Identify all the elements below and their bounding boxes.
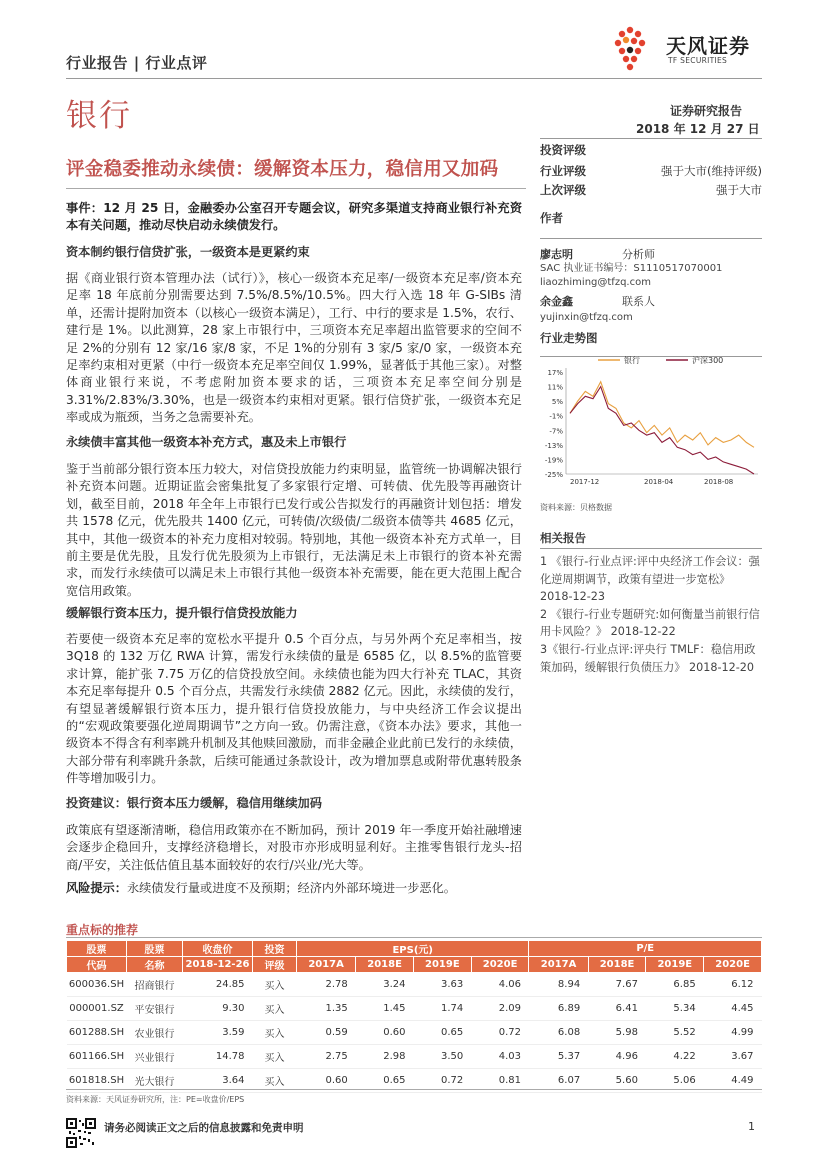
paragraph-2: 鉴于当前部分银行资本压力较大，对信贷投放能力约束明显，监管统一协调解决银行补充资本问题。近期证监会密集批复了多家银行定增、可转债、优先股等再融资计划，截至目前，2018 年全年上市银行已发行或公告拟发行的再融资计划包括：增发共 1578 亿元，优先股共 1400 亿元，可转债/次级债/二级资本债等共 4685 亿元，其中，其他一级资本的补充力度相对较弱。特别地，其他一级资本补充方式单一，目前主要是优先股，且发行优先股须为上市银行，无法满足未上市银行的资本补充需求，而发行永续债可以满足未上市银行其他一级资本补充需要，能在更大范围上配合宽信用政策。: [66, 462, 522, 598]
table-cell: 601288.SH: [67, 1021, 127, 1045]
rating-value: 强于大市(维持评级): [661, 163, 762, 178]
x-tick-label: 2017-12: [570, 478, 600, 486]
table-cell: 4.99: [704, 1021, 762, 1045]
section-heading-2: 永续债丰富其他一级资本补充方式，惠及未上市银行: [66, 435, 347, 449]
author-1-role: 分析师: [622, 248, 655, 261]
section-heading-1: 资本制约银行信贷扩张，一级资本是更紧约束: [66, 245, 310, 259]
table-cell: 买入: [253, 997, 297, 1021]
table-cell: 6.89: [529, 997, 588, 1021]
author-1-name: 廖志明: [540, 248, 573, 261]
th2: 2018E: [588, 957, 646, 973]
table-cell: 买入: [253, 1021, 297, 1045]
th2: 2019E: [646, 957, 704, 973]
x-tick-label: 2018-04: [644, 478, 674, 486]
table-cell: 1.45: [356, 997, 414, 1021]
paragraph-3: 若要使一级资本充足率的宽松水平提升 0.5 个百分点，与另外两个充足率相当，按 3Q18 的 132 万亿 RWA 计算，需发行永续债的量是 6585 亿，以 8.5%的监管要求计算，能扩张 7.75 万亿的信贷投放空间。永续债也能为四大行补充 TLAC，其资本充足率每提升 0.5 个百分点，共需发行永续债 2882 亿元。因此，永续债的发行，有望显著缓解银行资本压力，提升银行信贷投放能力，与中央经济工作会议提出的“宏观政策要强化逆周期调节”之方向一致。仍需注意，《资本办法》要求，其他一级资本不得含有利率跳升机制及其他赎回激励，而非金融企业此前已发行的永续债，大部分带有利率跳升条款，后续可能通过条款设计，改为增加票息或附带优惠转股条件等增加吸引力。: [66, 632, 522, 786]
legend-label-0: 银行: [624, 356, 640, 365]
th2: 2020E: [471, 957, 529, 973]
rating-row: [540, 161, 762, 180]
table-cell: 600036.SH: [67, 973, 127, 997]
risk-paragraph: [66, 880, 522, 897]
table-cell: 8.94: [529, 973, 588, 997]
table-cell: 农业银行: [127, 1021, 183, 1045]
table-cell: 0.65: [413, 1021, 471, 1045]
table-cell: 4.06: [471, 973, 529, 997]
recommendation-table: [66, 940, 762, 1093]
th2: 评级: [253, 957, 297, 973]
table-cell: 买入: [253, 1069, 297, 1093]
table-cell: 2.78: [297, 973, 356, 997]
table-cell: 6.41: [588, 997, 646, 1021]
table-cell: 3.59: [183, 1021, 253, 1045]
rating-section-title: 投资评级: [540, 143, 586, 157]
th2: 代码: [67, 957, 127, 973]
page-number: 1: [748, 1120, 755, 1133]
author-1-email[interactable]: liaozhiming@tfzq.com: [540, 277, 651, 288]
table-cell: 买入: [253, 1045, 297, 1069]
trend-section-title: 行业走势图: [540, 331, 598, 345]
th2: 2017A: [529, 957, 588, 973]
rating-row: [540, 180, 762, 199]
table-cell: 0.81: [471, 1069, 529, 1093]
author-2-name: 余金鑫: [540, 295, 573, 308]
risk-label: 风险提示：: [66, 881, 127, 895]
series-line-1: [570, 387, 754, 474]
table-cell: 3.64: [183, 1069, 253, 1093]
table-cell: 3.50: [413, 1045, 471, 1069]
rating-value: 强于大市: [716, 182, 762, 197]
table-cell: 兴业银行: [127, 1045, 183, 1069]
table-cell: 5.60: [588, 1069, 646, 1093]
y-tick-label: 5%: [551, 398, 563, 407]
th2: 2018E: [356, 957, 414, 973]
header-rule: [66, 78, 762, 79]
section-heading-3: 缓解银行资本压力，提升银行信贷投放能力: [66, 606, 298, 620]
table-header-row-1: [67, 941, 762, 957]
table-cell: 5.06: [646, 1069, 704, 1093]
legend-label-1: 沪深300: [692, 356, 724, 365]
y-tick-label: -13%: [544, 441, 563, 450]
table-row: [67, 973, 762, 997]
table-cell: 光大银行: [127, 1069, 183, 1093]
table-cell: 601818.SH: [67, 1069, 127, 1093]
author-2: [540, 295, 762, 309]
industry-name: 银行: [66, 98, 132, 134]
table-top-rule: [66, 937, 762, 938]
table-cell: 平安银行: [127, 997, 183, 1021]
table-cell: 3.67: [704, 1045, 762, 1069]
event-label: 事件：: [66, 201, 104, 215]
th2: 2018-12-26: [183, 957, 253, 973]
table-row: [67, 1021, 762, 1045]
report-date: 2018 年 12 月 27 日: [636, 122, 760, 136]
qr-code-icon: [66, 1118, 96, 1148]
table-cell: 6.85: [646, 973, 704, 997]
th2: 2020E: [704, 957, 762, 973]
table-cell: 601166.SH: [67, 1045, 127, 1069]
table-cell: 买入: [253, 973, 297, 997]
table-cell: 2.75: [297, 1045, 356, 1069]
section-heading-4: 投资建议：银行资本压力缓解，稳信用继续加码: [66, 796, 322, 810]
table-cell: 0.65: [356, 1069, 414, 1093]
x-tick-label: 2018-08: [704, 478, 734, 486]
authors-section: [540, 210, 762, 325]
related-report-3[interactable]: 3《银行-行业点评:评央行 TMLF：稳信用政策加码，缓解银行负债压力》 2018-12-20: [540, 642, 756, 674]
table-cell: 24.85: [183, 973, 253, 997]
event-paragraph: [66, 200, 522, 235]
disclaimer-text: 请务必阅读正文之后的信息披露和免责申明: [104, 1122, 304, 1134]
logo-text-cn: 天风证券: [666, 34, 750, 58]
table-cell: 2.09: [471, 997, 529, 1021]
related-report-2[interactable]: 2 《银行-行业专题研究:如何衡量当前银行信用卡风险？》 2018-12-22: [540, 607, 760, 639]
related-report-1[interactable]: 1 《银行-行业点评:评中央经济工作会议：强化逆周期调节，政策有望进一步宽松》 2018-12-23: [540, 555, 760, 604]
table-cell: 0.60: [356, 1021, 414, 1045]
y-tick-label: 11%: [547, 383, 563, 392]
event-text: 12 月 25 日，金融委办公室召开专题会议，研究多渠道支持商业银行补充资本有关问题，推动尽快启动永续债发行。: [66, 201, 523, 233]
table-cell: 4.45: [704, 997, 762, 1021]
y-tick-label: -19%: [544, 456, 563, 465]
table-cell: 0.72: [471, 1021, 529, 1045]
table-row: [67, 997, 762, 1021]
authors-section-title: 作者: [540, 211, 563, 225]
y-tick-label: -1%: [549, 412, 563, 421]
document-type: 行业报告 | 行业点评: [66, 54, 208, 72]
table-cell: 5.37: [529, 1045, 588, 1069]
table-cell: 1.74: [413, 997, 471, 1021]
th2: 名称: [127, 957, 183, 973]
table-cell: 4.96: [588, 1045, 646, 1069]
rating-section: [540, 138, 762, 199]
table-cell: 5.98: [588, 1021, 646, 1045]
table-cell: 7.67: [588, 973, 646, 997]
title-rule: [66, 188, 526, 189]
table-header-row-2: [67, 957, 762, 973]
th2: 2017A: [297, 957, 356, 973]
report-title: 评金稳委推动永续债：缓解资本压力，稳信用又加码: [66, 159, 499, 180]
table-cell: 5.34: [646, 997, 704, 1021]
report-type: 证券研究报告: [670, 104, 743, 118]
table-cell: 0.60: [297, 1069, 356, 1093]
table-bottom-rule: [66, 1089, 762, 1090]
table-cell: 2.98: [356, 1045, 414, 1069]
th-name: 股票: [127, 941, 183, 957]
table-cell: 4.49: [704, 1069, 762, 1093]
table-cell: 000001.SZ: [67, 997, 127, 1021]
table-cell: 4.03: [471, 1045, 529, 1069]
table-cell: 3.63: [413, 973, 471, 997]
author-2-email[interactable]: yujinxin@tfzq.com: [540, 312, 633, 323]
paragraph-4: 政策底有望逐渐清晰，稳信用政策亦在不断加码，预计 2019 年一季度开始社融增速会逐步企稳回升，支撑经济稳增长，对股市亦形成明显利好。主推零售银行龙头-招商/平安，关注低估值且基本面较好的农行/兴业/光大等。: [66, 823, 522, 872]
author-1-cert: SAC 执业证书编号：S1110517070001: [540, 263, 723, 274]
table-cell: 6.12: [704, 973, 762, 997]
table-title: 重点标的推荐: [66, 923, 139, 937]
rating-key: 上次评级: [540, 182, 586, 197]
table-cell: 0.72: [413, 1069, 471, 1093]
rating-key: 行业评级: [540, 163, 586, 178]
table-cell: 14.78: [183, 1045, 253, 1069]
table-cell: 5.52: [646, 1021, 704, 1045]
y-tick-label: 17%: [547, 369, 563, 377]
th-eps: EPS(元): [297, 941, 529, 957]
logo-text-en: TF SECURITIES: [668, 56, 728, 65]
paragraph-1: 据《商业银行资本管理办法（试行）》，核心一级资本充足率/一级资本充足率/资本充足率 18 年底前分别需要达到 7.5%/8.5%/10.5%。四大行入选 18 年 G-SIBs 清单，还需计提附加资本（以核心一级资本满足），工行、中行的要求是 1.5%，农行、建行是 1%。以此测算，28 家上市银行中，三项资本充足率超出监管要求的空间不足 2%的分别有 12 家/16 家/8 家，不足 1%的分别有 3 家/5 家/0 家，一级资本充足率约束相对更紧（中行一级资本充足率空间仅 1.99%，显著低于其他三家）。对整体商业银行来说，不考虑附加资本要求的话，三项资本充足率空间分别是 3.31%/2.83%/3.30%，也是一级资本约束相对更紧。银行信贷扩张，一级资本充足率或成为瓶颈，当务之急需要补充。: [66, 271, 522, 425]
th-code: 股票: [67, 941, 127, 957]
table-cell: 6.07: [529, 1069, 588, 1093]
th2: 2019E: [413, 957, 471, 973]
th-close: 收盘价: [183, 941, 253, 957]
th-rating: 投资: [253, 941, 297, 957]
table-cell: 招商银行: [127, 973, 183, 997]
table-cell: 0.59: [297, 1021, 356, 1045]
table-cell: 4.22: [646, 1045, 704, 1069]
table-row: [67, 1045, 762, 1069]
table-source: 资料来源：天风证券研究所，注：PE=收盘价/EPS: [66, 1095, 245, 1104]
table-cell: 6.08: [529, 1021, 588, 1045]
related-section: [540, 530, 762, 676]
author-1: [540, 248, 762, 262]
table-cell: 9.30: [183, 997, 253, 1021]
related-section-title: 相关报告: [540, 531, 586, 545]
y-tick-label: -7%: [549, 427, 563, 436]
table-cell: 1.35: [297, 997, 356, 1021]
table-cell: 3.24: [356, 973, 414, 997]
author-2-role: 联系人: [622, 295, 655, 308]
risk-text: 永续债发行量或进度不及预期；经济内外部环境进一步恶化。: [126, 881, 456, 895]
th-pe: P/E: [529, 941, 762, 957]
y-tick-label: -25%: [544, 471, 563, 479]
industry-trend-chart: [540, 352, 762, 488]
trend-source: 资料来源：贝格数据: [540, 503, 612, 512]
